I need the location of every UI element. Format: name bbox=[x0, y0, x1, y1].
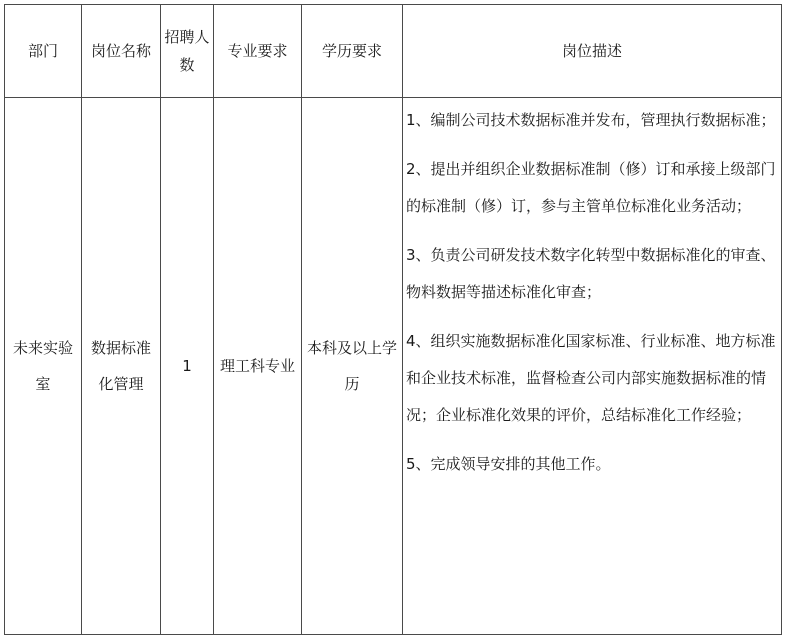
table-row bbox=[5, 98, 782, 635]
description-item-5: 5、完成领导安排的其他工作。 bbox=[406, 455, 611, 473]
header-position-name: 岗位名称 bbox=[82, 5, 161, 98]
description-item-4: 4、组织实施数据标准化国家标准、行业标准、地方标准和企业技术标准，监督检查公司内部实施数据标准的情况；企业标准化效果的评价，总结标准化工作经验； bbox=[406, 332, 776, 424]
header-headcount: 招聘人数 bbox=[161, 5, 214, 98]
description-item-3: 3、负责公司研发技术数字化转型中数据标准化的审查、物料数据等描述标准化审查； bbox=[406, 246, 776, 301]
cell-education-requirement: 本科及以上学历 bbox=[302, 98, 403, 635]
cell-position-description bbox=[403, 98, 782, 635]
header-education-requirement: 学历要求 bbox=[302, 5, 403, 98]
cell-headcount: 1 bbox=[161, 98, 214, 635]
recruitment-table bbox=[4, 4, 782, 635]
header-position-description: 岗位描述 bbox=[403, 5, 782, 98]
header-major-requirement: 专业要求 bbox=[214, 5, 302, 98]
cell-major-requirement: 理工科专业 bbox=[214, 98, 302, 635]
cell-department: 未来实验室 bbox=[5, 98, 82, 635]
cell-position-name: 数据标准化管理 bbox=[82, 98, 161, 635]
description-item-1: 1、编制公司技术数据标准并发布，管理执行数据标准； bbox=[406, 111, 776, 129]
description-item-2: 2、提出并组织企业数据标准制（修）订和承接上级部门的标准制（修）订，参与主管单位标准化业务活动； bbox=[406, 160, 776, 215]
table-header-row bbox=[5, 5, 782, 98]
header-department: 部门 bbox=[5, 5, 82, 98]
